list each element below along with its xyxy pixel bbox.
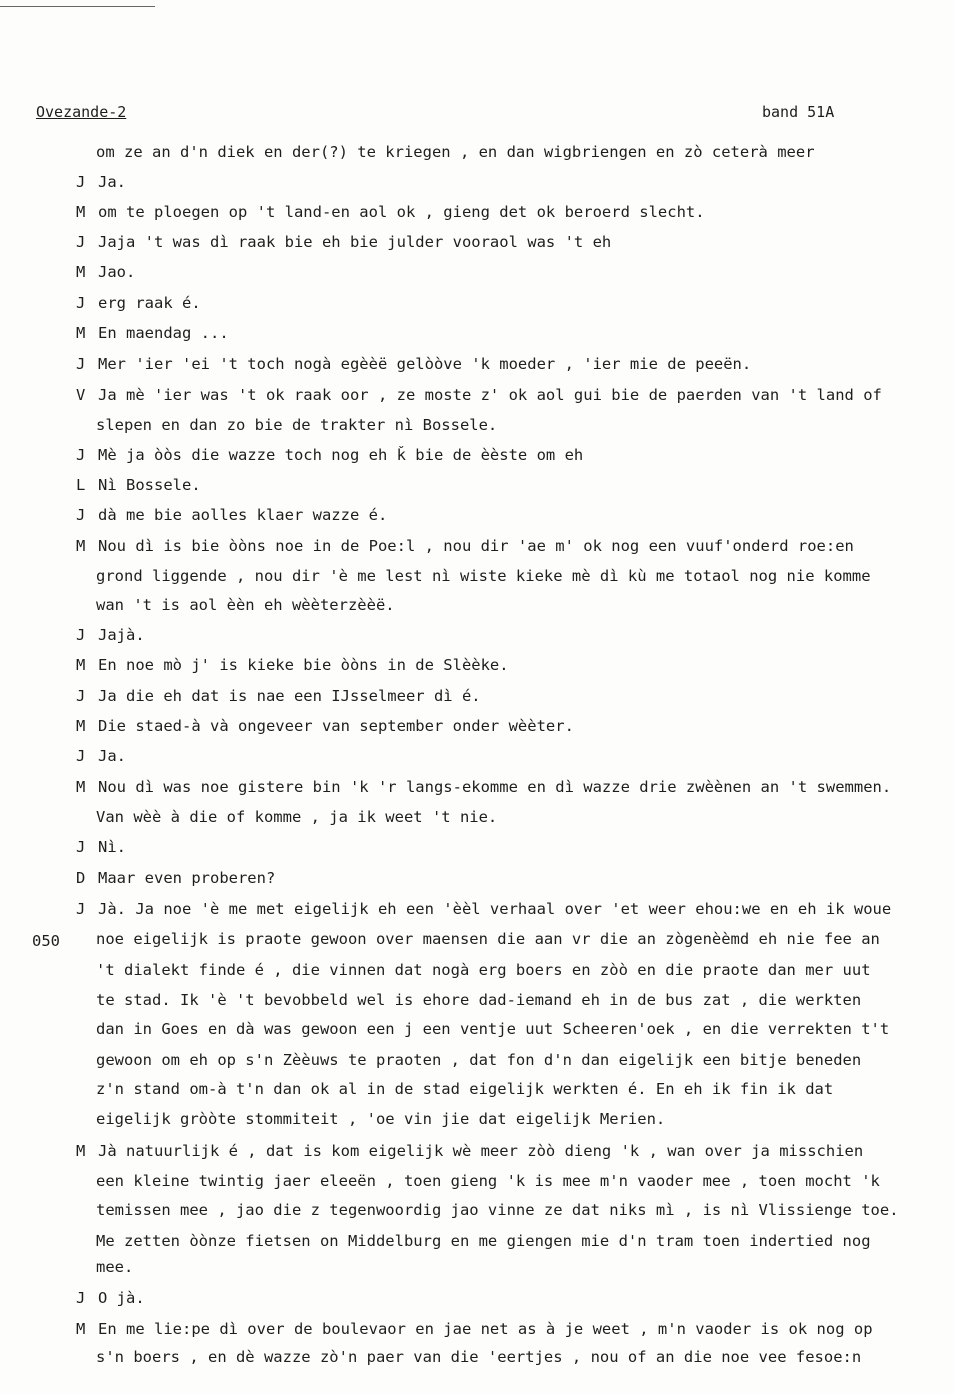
transcript-line: Mè ja òòs die wazze toch nog eh ǩ bie de èèste om eh [98, 446, 584, 464]
transcript-line: Ja mè 'ier was 't ok raak oor , ze moste z' ok aol gui bie de paerden van 't land of [98, 386, 882, 404]
speaker-label: J [76, 900, 86, 918]
transcript-line: noe eigelijk is praote gewoon over maensen die aan vr die an zògenèèmd eh nie fee an [96, 930, 880, 948]
transcript-line: om te ploegen op 't land-en aol ok , gieng det ok beroerd slecht. [98, 203, 705, 221]
transcript-line: slepen en dan zo bie de trakter nì Bossele. [96, 416, 498, 434]
speaker-label: M [76, 263, 86, 281]
transcript-line: Nou dì is bie òòns noe in de Poe:l , nou dir 'ae m' ok nog een vuuf'onderd roe:en [98, 537, 854, 555]
transcript-line: dan in Goes en dà was gewoon een j een ventje uut Scheeren'oek , en die verrekten t't [96, 1020, 890, 1038]
speaker-label: M [76, 324, 86, 342]
speaker-label: J [76, 233, 86, 251]
speaker-label: J [76, 506, 86, 524]
speaker-label: J [76, 355, 86, 373]
transcript-line: Ja. [98, 747, 126, 765]
speaker-label: M [76, 1320, 86, 1338]
speaker-label: J [76, 294, 86, 312]
transcript-line: mee. [96, 1258, 134, 1276]
transcript-line: Mer 'ier 'ei 't toch nogà egèèë gelòòve 'k moeder , 'ier mie de peeën. [98, 355, 752, 373]
speaker-label: J [76, 1289, 86, 1307]
transcript-line: Jajà. [98, 626, 145, 644]
document-title: Ovezande-2 [36, 103, 127, 121]
transcript-line: s'n boers , en dè wazze zò'n paer van die 'eertjes , nou of an die noe vee fesoe:n [96, 1348, 862, 1366]
transcript-line: wan 't is aol èèn eh wèèterzèèë. [96, 596, 395, 614]
transcript-line: dà me bie aolles klaer wazze é. [98, 506, 388, 524]
transcript-line: een kleine twintig jaer eleeën , toen gieng 'k is mee m'n vaoder mee , toen mocht 'k [96, 1172, 880, 1190]
tape-reference: band 51A [762, 103, 835, 121]
transcript-line: te stad. Ik 'è 't bevobbeld wel is ehore dad-iemand eh in de bus zat , die werkten [96, 991, 862, 1009]
speaker-label: M [76, 656, 86, 674]
speaker-label: M [76, 778, 86, 796]
speaker-label: J [76, 626, 86, 644]
transcript-line: z'n stand om-à t'n dan ok al in de stad eigelijk werkten é. En eh ik fin ik dat [96, 1080, 834, 1098]
transcript-line: temissen mee , jao die z tegenwoordig jao vinne ze dat niks mì , is nì Vlissienge toe. [96, 1201, 899, 1219]
transcript-line: Maar even proberen? [98, 869, 276, 887]
transcript-line: Die staed-à và ongeveer van september onder wèèter. [98, 717, 574, 735]
speaker-label: J [76, 838, 86, 856]
transcript-line: O jà. [98, 1289, 145, 1307]
transcript-line: Nì Bossele. [98, 476, 201, 494]
transcript-line: om ze an d'n diek en der(?) te kriegen , en dan wigbriengen en zò ceterà meer [96, 143, 815, 161]
transcript-line: Nì. [98, 838, 126, 856]
margin-note: 050 [32, 932, 60, 950]
transcript-line: Me zetten òònze fietsen on Middelburg en me giengen mie d'n tram toen indertied nog [96, 1232, 871, 1250]
top-rule [0, 6, 155, 7]
transcript-line: En me lie:pe dì over de boulevaor en jae net as à je weet , m'n vaoder is ok nog op [98, 1320, 873, 1338]
speaker-label: L [76, 476, 86, 494]
speaker-label: V [76, 386, 86, 404]
transcript-line: eigelijk gròòte stommiteit , 'oe vin jie dat eigelijk Merien. [96, 1110, 666, 1128]
speaker-label: D [76, 869, 86, 887]
transcript-line: Nou dì was noe gistere bin 'k 'r langs-ekomme en dì wazze drie zwèènen an 't swemmen. [98, 778, 892, 796]
speaker-label: J [76, 446, 86, 464]
transcript-line: 't dialekt finde é , die vinnen dat nogà erg boers en zòò en die praote dan mer uut [96, 961, 871, 979]
transcript-line: Jaja 't was dì raak bie eh bie julder vooraol was 't eh [98, 233, 612, 251]
transcript-line: Van wèè à die of komme , ja ik weet 't nie. [96, 808, 498, 826]
speaker-label: J [76, 173, 86, 191]
transcript-line: Jà natuurlijk é , dat is kom eigelijk wè meer zòò dieng 'k , wan over ja misschien [98, 1142, 864, 1160]
transcript-line: En maendag ... [98, 324, 229, 342]
speaker-label: M [76, 203, 86, 221]
speaker-label: M [76, 537, 86, 555]
transcript-line: Jà. Ja noe 'è me met eigelijk eh een 'èèl verhaal over 'et weer ehou:we en eh ik woue [98, 900, 892, 918]
transcript-line: Jao. [98, 263, 136, 281]
transcript-line: Ja die eh dat is nae een IJsselmeer dì é. [98, 687, 481, 705]
speaker-label: J [76, 747, 86, 765]
transcript-line: En noe mò j' is kieke bie òòns in de Slèèke. [98, 656, 509, 674]
transcript-line: gewoon om eh op s'n Zèèuws te praoten , dat fon d'n dan eigelijk een bitje beneden [96, 1051, 862, 1069]
speaker-label: M [76, 717, 86, 735]
speaker-label: J [76, 687, 86, 705]
transcript-line: erg raak é. [98, 294, 201, 312]
transcript-line: grond liggende , nou dir 'è me lest nì wiste kieke mè dì kù me totaol nog nie komme [96, 567, 871, 585]
transcript-line: Ja. [98, 173, 126, 191]
speaker-label: M [76, 1142, 86, 1160]
